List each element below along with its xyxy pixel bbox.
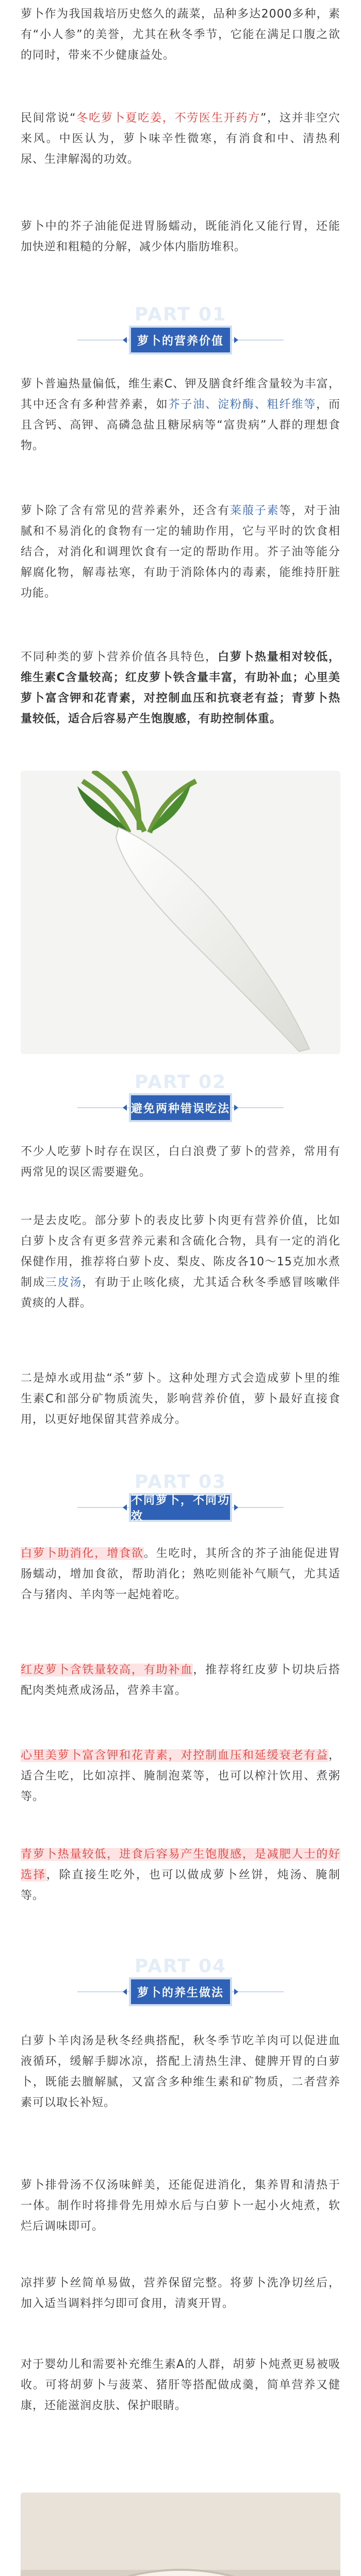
section-3-header <box>0 1493 361 1522</box>
s4-paragraph-3: 凉拌萝卜丝简单易做，营养保留完整。将萝卜洗净切丝后，加入适当调料拌匀即可食用，清爽开胃。 <box>21 2277 340 2310</box>
section-4-watermark: PART 04 <box>134 1956 227 1977</box>
s2-paragraph-1: 不少人吃萝卜时存在误区，白白浪费了萝卜的营养，常用有两常见的误区需要避免。 <box>21 1145 340 1179</box>
section-4-title: 萝卜的养生做法 <box>137 1986 224 1999</box>
intro-paragraph-1: 萝卜作为我国栽培历史悠久的蔬菜，品种多达2000多种，素有“小人参”的美誉，尤其在秋冬季节，它能在满足口腹之欲的同时，带来不少健康益处。 <box>21 8 340 62</box>
intro-paragraph-2: 民间常说“冬吃萝卜夏吃姜，不劳医生开药方”，这并非空穴来风。中医认为，萝卜味辛性微寒，有消食和中、清热利尿、生津解渴的功效。 <box>21 112 340 166</box>
s3-paragraph-2: 红皮萝卜含铁量较高，有助补血，推荐将红皮萝卜切块后搭配肉类炖煮成汤品，营养丰富。 <box>21 1664 340 1697</box>
s1-paragraph-2: 萝卜除了含有常见的营养素外，还含有莱菔子素等，对于油腻和不易消化的食物有一定的辅助作用，它与平时的饮食相结合，对消化和调理饮食有一定的帮助作用。芥子油等能分解腐化物，解毒祛寒，有助于消除体内的毒素，能维持肝脏功能。 <box>21 504 340 600</box>
section-2-title: 避免两种错误吃法 <box>131 1102 231 1115</box>
s1-paragraph-1: 萝卜普遍热量偏低，维生素C、钾及膳食纤维含量较为丰富，其中还含有多种营养素，如芥子油、淀粉酶、粗纤维等，而且含钙、高钾、高磷急盐且糖尿病等“富贵病”人群的理想食物。 <box>21 378 340 452</box>
section-1-header <box>0 326 361 354</box>
section-1-title: 萝卜的营养价值 <box>137 334 224 348</box>
s4-paragraph-4: 对于婴幼儿和需要补充维生素A的人群，胡萝卜炖煮更易被吸收。可将胡萝卜与菠菜、猪肝等搭配做成羹，简单营养又健康，还能滋润皮肤、保护眼睛。 <box>21 2358 340 2412</box>
soup-link[interactable]: 三皮汤 <box>45 1276 83 1289</box>
s2-paragraph-2: 一是去皮吃。部分萝卜的表皮比萝卜肉更有营养价值，比如白萝卜皮含有更多营养元素和含硫化合物，具有一定的消化保健作用，推荐将白萝卜皮、梨皮、陈皮各10～15克加水煮制成三皮汤，有助于止咳化痰，尤其适合秋冬季感冒咳嗽伴黄痰的人群。 <box>21 1214 340 1310</box>
section-1-watermark: PART 01 <box>134 304 227 325</box>
s2-paragraph-3: 二是焯水或用盐“杀”萝卜。这种处理方式会造成萝卜里的维生素C和部分矿物质流失，影响营养价值，萝卜最好直接食用，以更好地保留其营养成分。 <box>21 1372 340 1426</box>
pork-rib-soup-photo <box>21 2493 340 2576</box>
s1-paragraph-3: 不同种类的萝卜营养价值各具特色，白萝卜热量相对较低，维生素C含量较高；红皮萝卜铁含量丰富，有助补血；心里美萝卜富含钾和花青素，对控制血压和抗衰老有益；青萝卜热量较低，适合后容易产生饱腹感，有助控制体重。 <box>21 651 340 725</box>
s3-paragraph-3: 心里美萝卜富含钾和花青素，对控制血压和延缓衰老有益，适合生吃，比如凉拌、腌制泡菜等，也可以榨汁饮用、煮粥等。 <box>21 1749 340 1803</box>
section-3-watermark: PART 03 <box>134 1471 227 1493</box>
intro-paragraph-3: 萝卜中的芥子油能促进胃肠蠕动，既能消化又能行胃，还能加快逆和粗糙的分解，减少体内脂肪堆积。 <box>21 220 340 253</box>
s3-paragraph-4: 青萝卜热量较低，进食后容易产生饱腹感，是减肥人士的好选择，除直接生吃外，也可以做成萝卜丝饼，炖汤、腌制等。 <box>21 1848 340 1902</box>
section-2-header <box>0 1093 361 1122</box>
s4-paragraph-2: 萝卜排骨汤不仅汤味鲜美，还能促进消化，集养胃和清热于一体。制作时将排骨先用焯水后与白萝卜一起小火炖煮，软烂后调味即可。 <box>21 2179 340 2233</box>
s4-paragraph-1: 白萝卜羊肉汤是秋冬经典搭配，秋冬季节吃羊肉可以促进血液循环，缓解手脚冰凉，搭配上清热生津、健脾开胃的白萝卜，既能去膻解腻，又富含多种维生素和矿物质，二者营养素可以取长补短。 <box>21 2035 340 2109</box>
proverb-highlight: 冬吃萝卜夏吃姜，不劳医生开药方 <box>76 112 260 125</box>
nutrient-link[interactable]: 莱菔子素 <box>229 504 280 517</box>
section-2-watermark: PART 02 <box>134 1072 227 1093</box>
section-3-title: 不同萝卜，不同功效 <box>131 1494 231 1523</box>
s3-paragraph-1: 白萝卜助消化，增食欲。生吃时，其所含的芥子油能促进胃肠蠕动，增加食欲，帮助消化；熟吃则能补气顺气，尤其适合与猪肉、羊肉等一起炖着吃。 <box>21 1547 340 1601</box>
section-4-header <box>0 1977 361 2006</box>
radish-photo <box>21 771 340 1054</box>
